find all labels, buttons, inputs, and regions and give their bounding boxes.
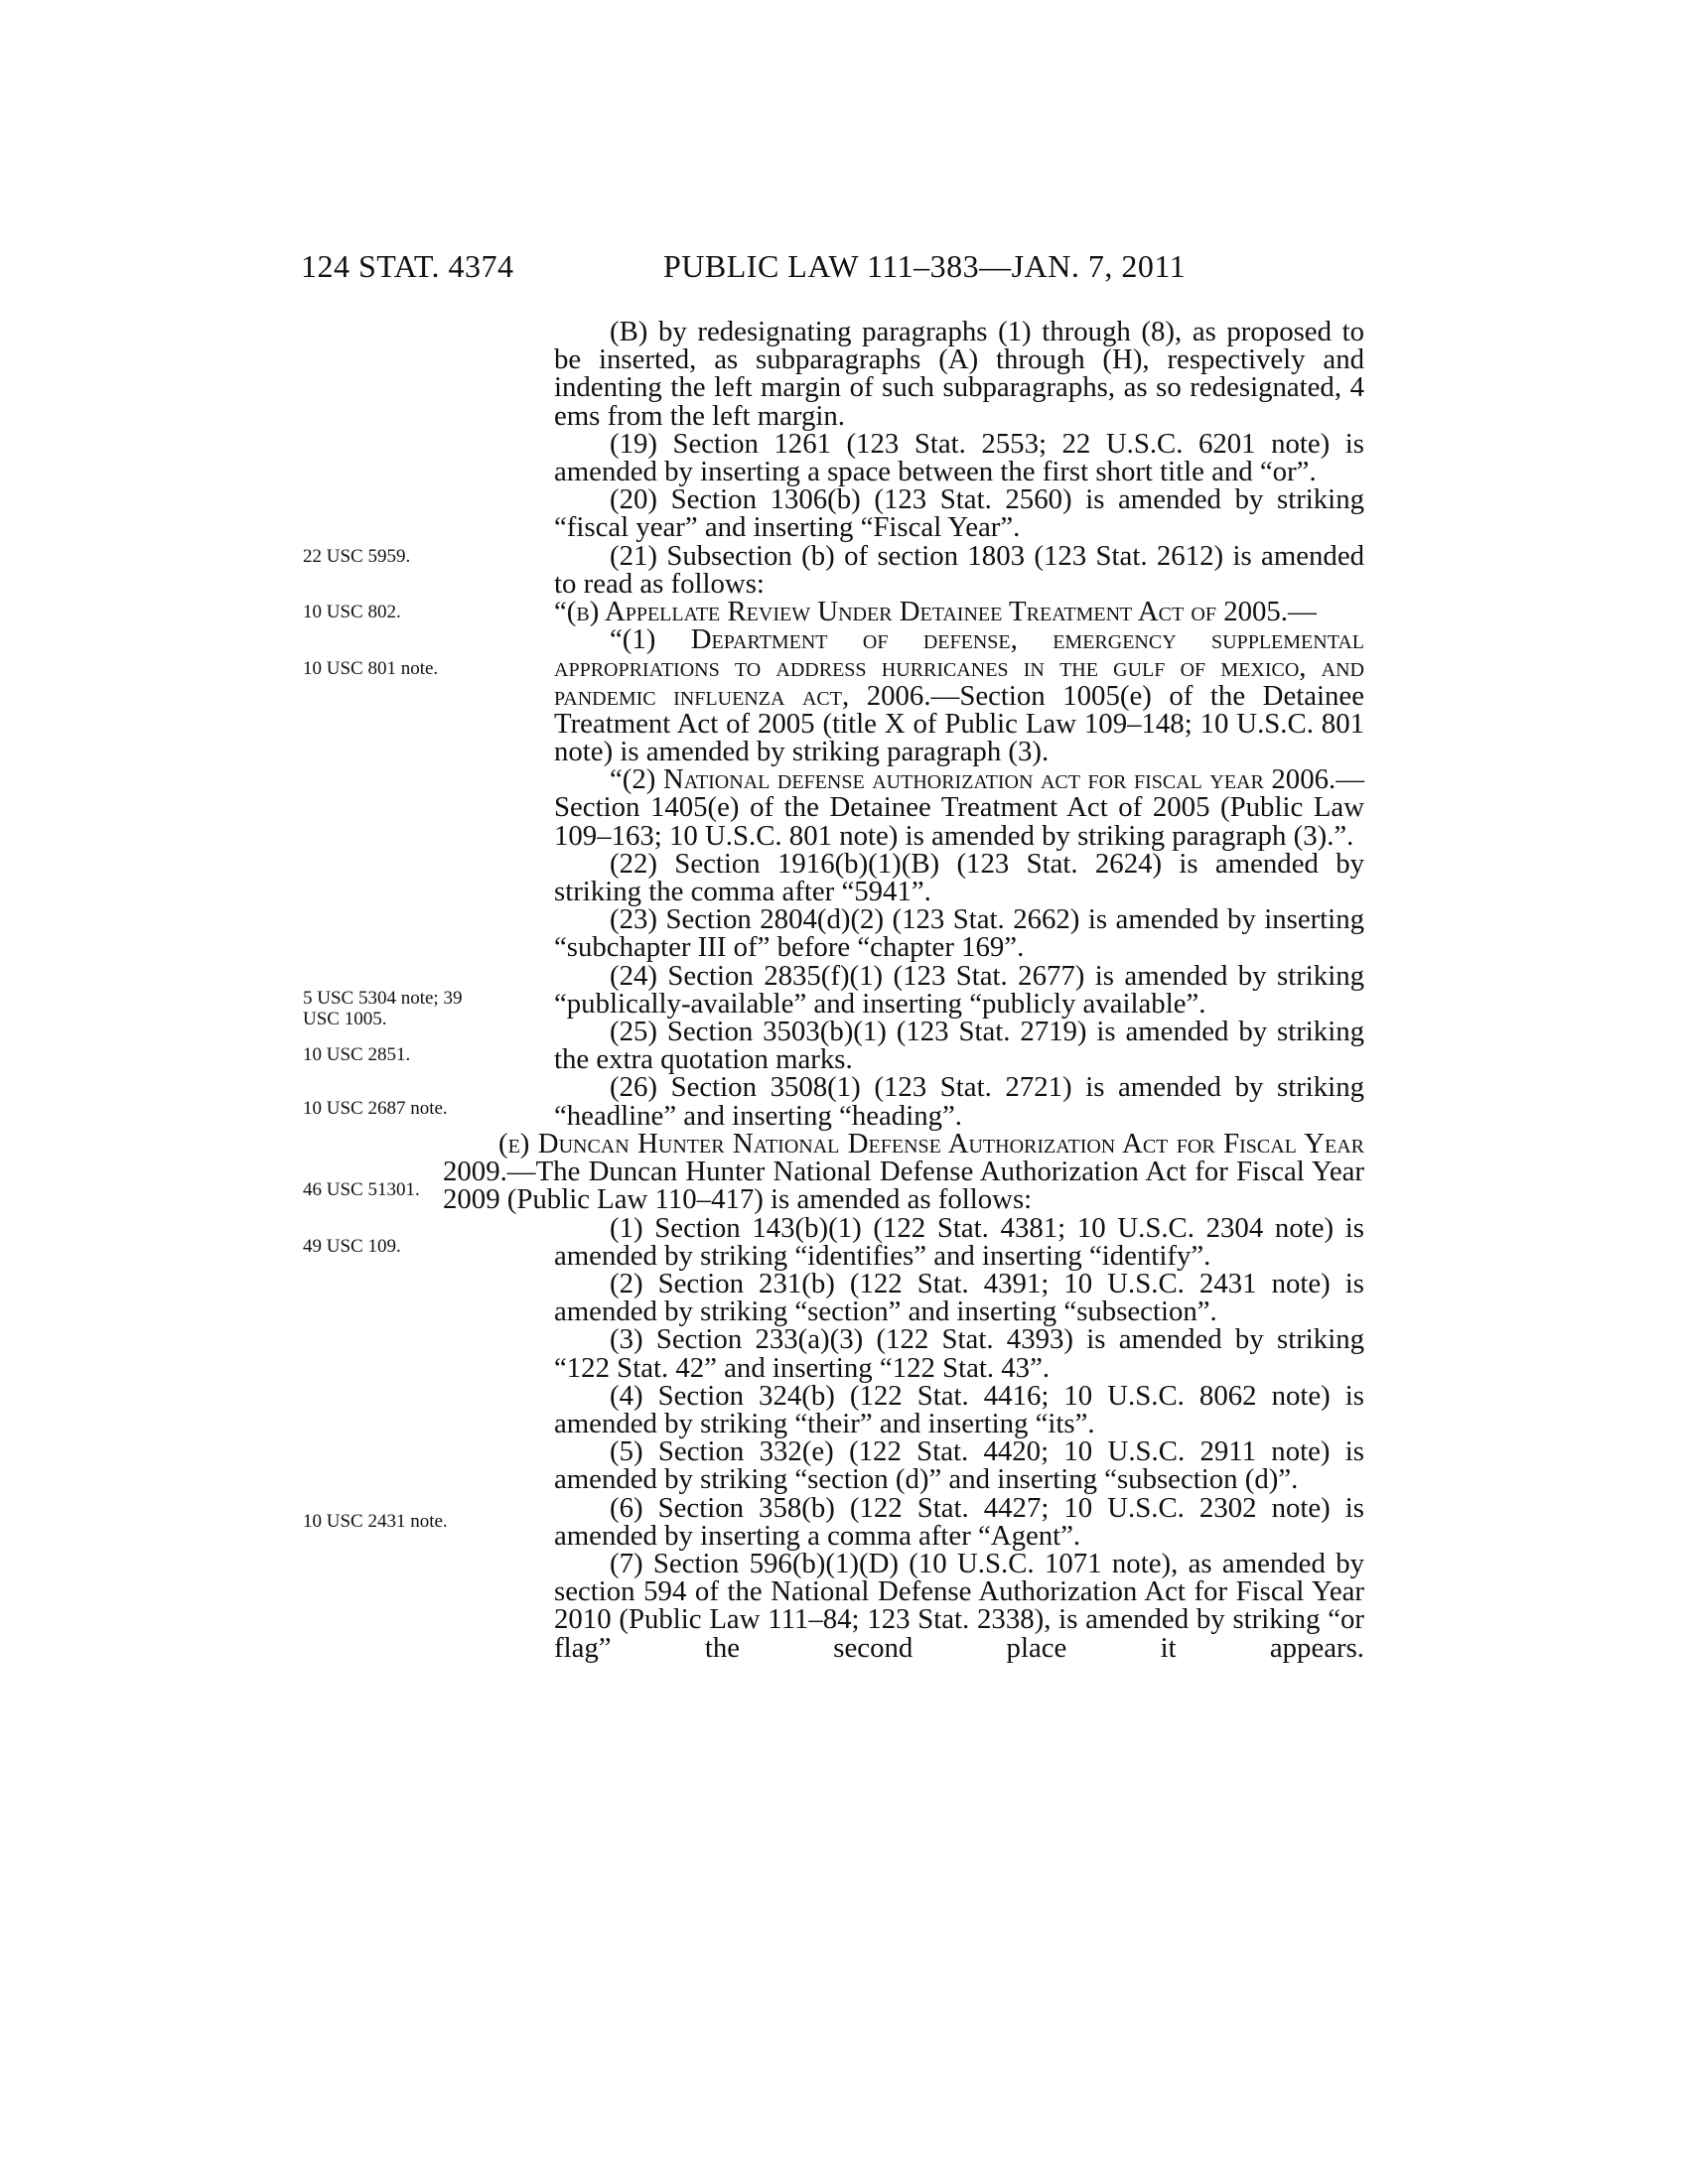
subsection-e-text: —The Duncan Hunter National Defense Authorization Act for Fiscal Year 2009 (Public Law 110–417) is amended as follows:	[443, 1156, 1364, 1216]
side-note: 10 USC 2687 note.	[303, 1098, 448, 1119]
paragraph-b2-text: —Section 1405(e) of the Detainee Treatment Act of 2005 (Public Law 109–163; 10 U.S.C. 801 note) is amended by striking paragraph (3).”.	[554, 763, 1364, 852]
paragraph-23: (23) Section 2804(d)(2) (123 Stat. 2662) is amended by inserting “subchapter III of” before “chapter 169”.	[554, 903, 1364, 964]
paragraph-19: (19) Section 1261 (123 Stat. 2553; 22 U.S.C. 6201 note) is amended by inserting a space between the first short title and “or”.	[554, 427, 1364, 488]
paragraph-b2	[498, 765, 1364, 850]
paragraph-26: (26) Section 3508(1) (123 Stat. 2721) is amended by striking “headline” and inserting “heading”.	[554, 1071, 1364, 1132]
side-note: 10 USC 2431 note.	[303, 1511, 448, 1532]
side-note: 10 USC 2851.	[303, 1044, 411, 1065]
paragraph-b1-heading: “(1) Department of defense, emergency supplemental appropriations to address hurricanes in the gulf of mexico, and pandemic influenza act, 2006.	[554, 623, 1364, 712]
statute-text	[443, 316, 1364, 1664]
subsection-e	[443, 1127, 1364, 1216]
side-note: 49 USC 109.	[303, 1236, 401, 1257]
paragraph-e1: (1) Section 143(b)(1) (122 Stat. 4381; 10 U.S.C. 2304 note) is amended by striking “identifies” and inserting “identify”.	[554, 1211, 1364, 1272]
paragraph-e6: (6) Section 358(b) (122 Stat. 4427; 10 U.S.C. 2302 note) is amended by inserting a comma after “Agent”.	[554, 1491, 1364, 1552]
paragraph-e2: (2) Section 231(b) (122 Stat. 4391; 10 U.S.C. 2431 note) is amended by striking “section” and inserting “subsection”.	[554, 1267, 1364, 1328]
subsection-b-heading	[443, 596, 1364, 628]
paragraph-b1-text: —Section 1005(e) of the Detainee Treatment Act of 2005 (title X of Public Law 109–148; 10 U.S.C. 801 note) is amended by striking paragraph (3).	[554, 679, 1364, 768]
running-header: PUBLIC LAW 111–383—JAN. 7, 2011	[663, 248, 1187, 284]
side-note: 10 USC 802.	[303, 602, 401, 622]
side-note: 5 USC 5304 note; 39 USC 1005.	[303, 988, 463, 1029]
paragraph-e7: (7) Section 596(b)(1)(D) (10 U.S.C. 1071 note), as amended by section 594 of the National Defense Authorization Act for Fiscal Year 2010 (Public Law 111–84; 123 Stat. 2338), is amended by striking “or flag” the second place it appears.	[554, 1547, 1364, 1664]
paragraph-B: (B) by redesignating paragraphs (1) through (8), as proposed to be inserted, as subparagraphs (A) through (H), respectively and indenting the left margin of such subparagraphs, as so redesignated, 4 ems from the left margin.	[554, 316, 1364, 432]
paragraph-21: (21) Subsection (b) of section 1803 (123 Stat. 2612) is amended to read as follows:	[554, 539, 1364, 600]
paragraph-20: (20) Section 1306(b) (123 Stat. 2560) is amended by striking “fiscal year” and inserting “Fiscal Year”.	[554, 483, 1364, 544]
paragraph-b1	[498, 623, 1364, 768]
side-note: 10 USC 801 note.	[303, 658, 439, 679]
side-note: 22 USC 5959.	[303, 546, 411, 567]
paragraph-24: (24) Section 2835(f)(1) (123 Stat. 2677) is amended by striking “publically-available” and inserting “publicly available”.	[554, 959, 1364, 1020]
paragraph-22: (22) Section 1916(b)(1)(B) (123 Stat. 2624) is amended by striking the comma after “5941”.	[554, 847, 1364, 908]
subsection-e-heading: (e) Duncan Hunter National Defense Authorization Act for Fiscal Year 2009.	[443, 1127, 1364, 1188]
side-note: 46 USC 51301.	[303, 1179, 420, 1200]
paragraph-b2-heading: “(2) National defense authorization act for fiscal year 2006.	[610, 763, 1336, 796]
page-citation: 124 STAT. 4374	[301, 248, 514, 284]
paragraph-25: (25) Section 3503(b)(1) (123 Stat. 2719) is amended by striking the extra quotation marks.	[554, 1016, 1364, 1076]
paragraph-e4: (4) Section 324(b) (122 Stat. 4416; 10 U.S.C. 8062 note) is amended by striking “their” and inserting “its”.	[554, 1379, 1364, 1439]
paragraph-e3: (3) Section 233(a)(3) (122 Stat. 4393) is amended by striking “122 Stat. 42” and inserting “122 Stat. 43”.	[554, 1323, 1364, 1384]
subsection-b-title: “(b) Appellate Review Under Detainee Treatment Act of 2005.—	[554, 596, 1317, 628]
paragraph-e5: (5) Section 332(e) (122 Stat. 4420; 10 U.S.C. 2911 note) is amended by striking “section (d)” and inserting “subsection (d)”.	[554, 1435, 1364, 1496]
